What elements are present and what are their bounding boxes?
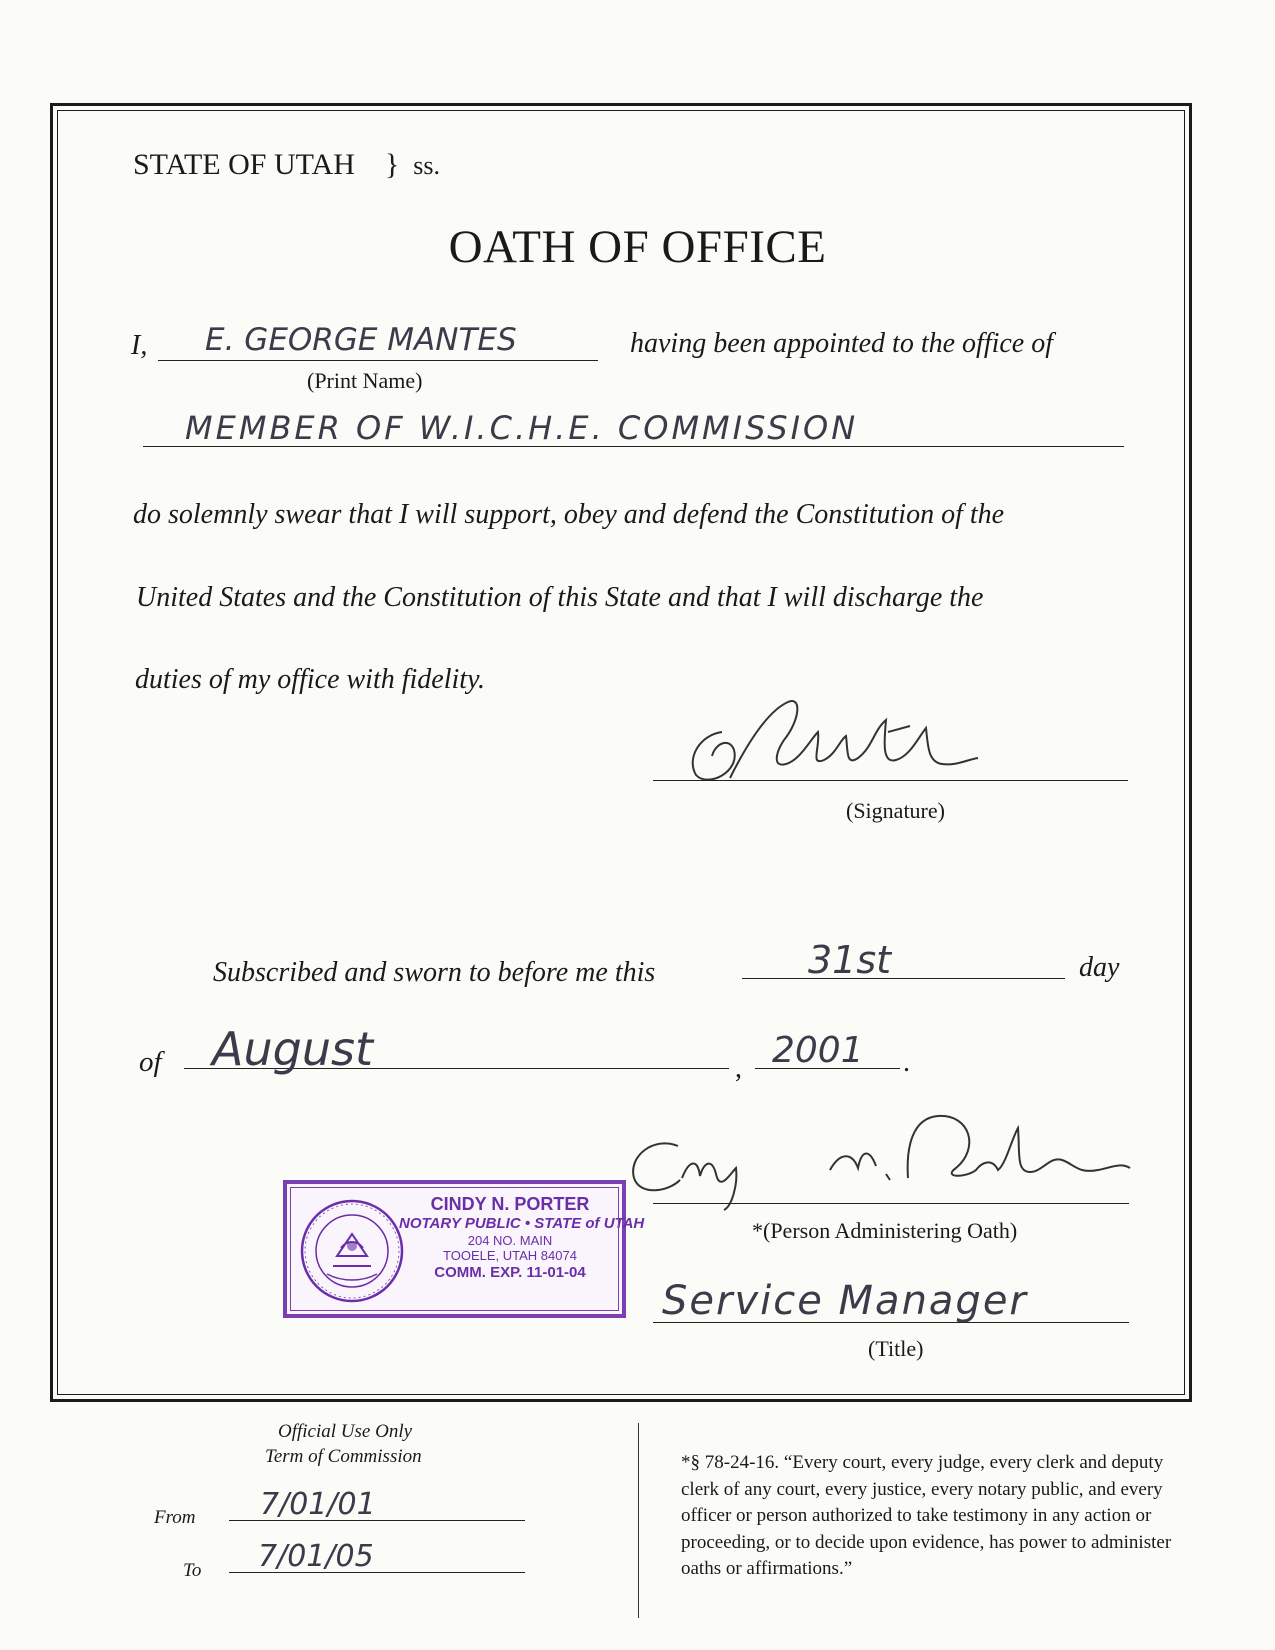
title-caption: (Title)	[868, 1336, 924, 1361]
day-handwritten: 31st	[808, 938, 892, 982]
stamp-address2: TOOELE, UTAH 84074	[443, 1248, 577, 1264]
page-title: OATH OF OFFICE	[448, 221, 827, 273]
from-handwritten: 7/01/01	[260, 1487, 376, 1522]
ss-label: ss.	[413, 151, 441, 180]
subscribed-text: Subscribed and sworn to before me this	[213, 957, 656, 988]
notary-signature	[620, 1108, 1160, 1218]
to-handwritten: 7/01/05	[258, 1539, 374, 1574]
title-handwritten: Service Manager	[662, 1278, 1028, 1324]
administering-caption: *(Person Administering Oath)	[752, 1218, 1018, 1243]
month-handwritten: August	[212, 1022, 373, 1076]
year-handwritten: 2001	[772, 1030, 864, 1071]
name-line	[158, 360, 598, 361]
term-heading: Term of Commission	[265, 1446, 422, 1467]
oath-body-line-1: do solemnly swear that I will support, obey and defend the Constitution of the	[133, 499, 1005, 530]
stamp-expiry: COMM. EXP. 11-01-04	[434, 1263, 586, 1281]
state-heading	[133, 148, 440, 182]
of-label: of	[139, 1046, 162, 1078]
period: .	[903, 1047, 910, 1078]
comma: ,	[735, 1053, 742, 1084]
office-handwritten: MEMBER OF W.I.C.H.E. COMMISSION	[185, 409, 859, 447]
stamp-notary: NOTARY PUBLIC • STATE of UTAH	[399, 1215, 645, 1233]
administering-line	[653, 1203, 1129, 1204]
official-use-heading: Official Use Only	[278, 1421, 413, 1442]
from-label: From	[154, 1507, 196, 1528]
signature-caption: (Signature)	[846, 798, 945, 823]
oath-intro: I,	[131, 330, 148, 361]
stamp-address1: 204 NO. MAIN	[467, 1232, 553, 1248]
section-divider	[638, 1423, 639, 1618]
name-handwritten: E. GEORGE MANTES	[205, 322, 517, 358]
oath-body-line-3: duties of my office with fidelity.	[135, 664, 485, 695]
oath-body-line-2: United States and the Constitution of this State and that I will discharge the	[136, 582, 984, 613]
stamp-name: CINDY N. PORTER	[430, 1194, 590, 1214]
day-label: day	[1079, 952, 1120, 983]
state-label: STATE OF UTAH	[133, 148, 355, 181]
brace: }	[384, 148, 400, 181]
notary-stamp	[283, 1180, 645, 1318]
statute-note: *§ 78-24-16. “Every court, every judge, every clerk and deputy clerk of any court, every justice, every notary public, and every officer or person authorized to take testimony in any action or proceeding, or to decide upon evidence, has power to administer oaths or affirmations.”	[681, 1452, 1172, 1579]
appointee-signature	[660, 680, 990, 790]
print-name-caption: (Print Name)	[307, 368, 423, 393]
appointed-text: having been appointed to the office of	[630, 328, 1054, 359]
utah-seal-icon	[297, 1196, 407, 1306]
day-line	[742, 978, 1065, 979]
to-label: To	[183, 1560, 202, 1581]
signature-line	[653, 780, 1128, 781]
